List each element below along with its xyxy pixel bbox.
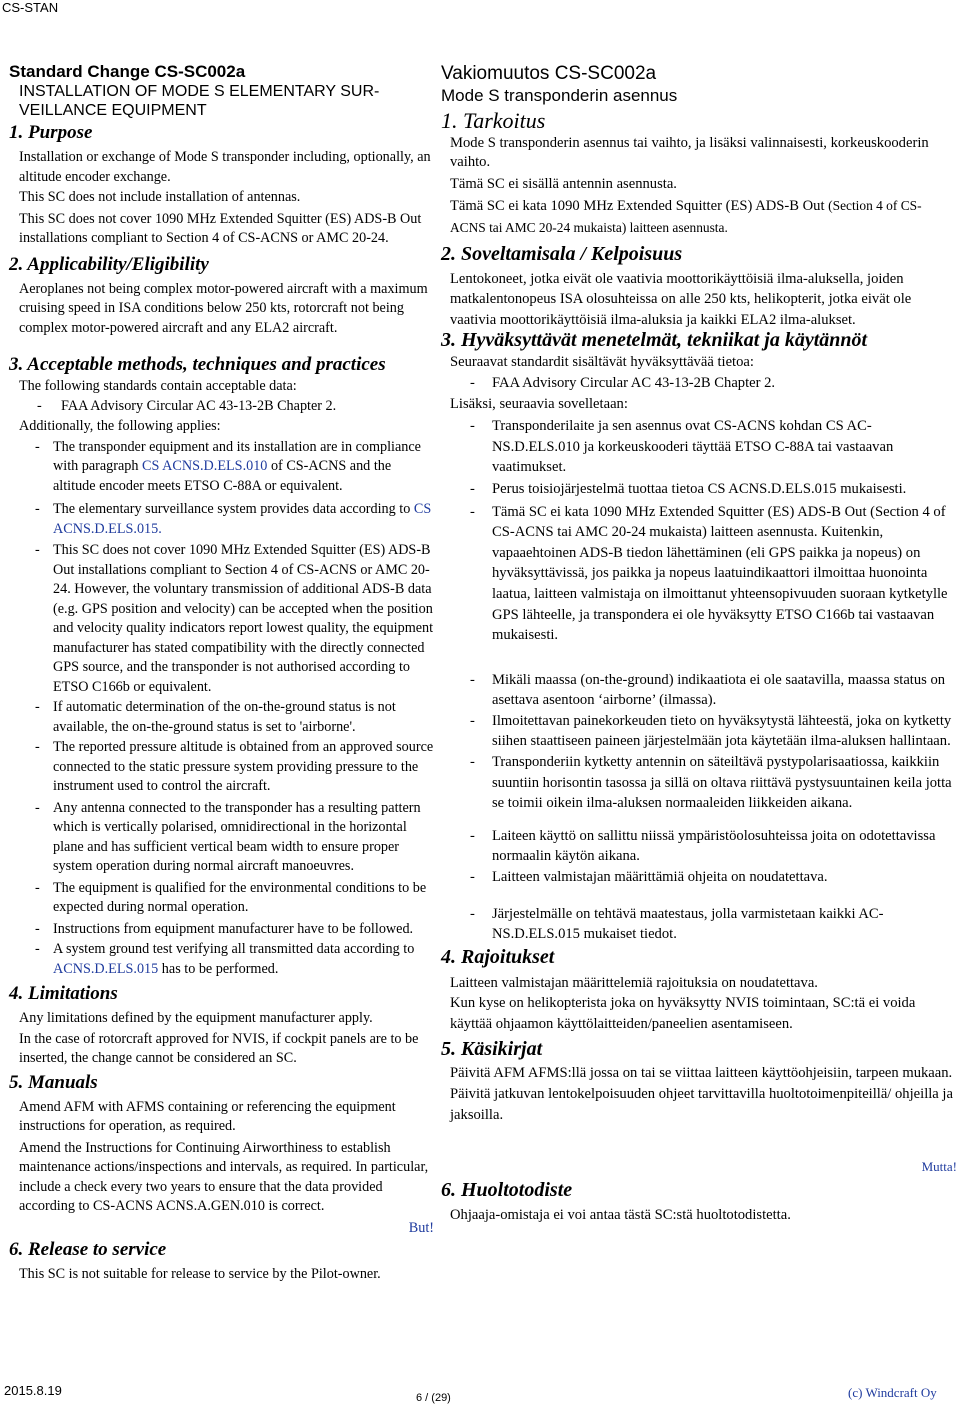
section-body-limitations	[9, 1009, 434, 1069]
list-item: - Transponderiin kytketty antennin on säteiltävä pystypolarisaatiossa, kaikkiin suuntiin horisontin tasossa ja sillä on oltava riittävä pystysuuntainen keila jotta se toimii oikein ilma-aluksen normaaleiden liikkeiden aikana.	[470, 754, 952, 812]
list-item: - The transponder equipment and its installation are in compliance with paragraph CS ACNS.D.ELS.010 of CS-ACNS and the altitude encoder meets ETSO C-88A or equivalent.	[35, 438, 421, 494]
page-subtitle: Mode S transponderin asennus	[441, 86, 678, 105]
footer-date: 2015.8.19	[4, 1383, 62, 1398]
page-title: Standard Change CS-SC002a	[9, 62, 246, 81]
paragraph: Any limitations defined by the equipment manufacturer apply.	[19, 1010, 373, 1026]
section-heading-limitations: 4. Limitations	[9, 983, 118, 1004]
finnish-column	[441, 62, 957, 1226]
note-mark: But!	[408, 1219, 434, 1236]
section-heading-release: 6. Release to service	[9, 1239, 167, 1260]
paragraph: Tämä SC ei sisällä antennin asennusta.	[450, 176, 677, 192]
section-body-limitations	[441, 973, 957, 1035]
section-body-manuals	[9, 1098, 434, 1239]
list-item: - A system ground test verifying all transmitted data according to ACNS.D.ELS.015 has to be performed.	[35, 941, 415, 977]
section-heading-methods: 3. Hyväksyttävät menetelmät, tekniikat ja käytännöt	[441, 329, 868, 352]
list-item: - FAA Advisory Circular AC 43-13-2B Chapter 2.	[37, 397, 337, 414]
section-body-methods	[9, 377, 434, 979]
list-item: - Ilmoitettavan painekorkeuden tieto on hyväksytystä lähteestä, joka on kytketty siihen staattiseen paineen järjestelmään jota käytetään ilma-aluksen hallintaan.	[470, 712, 952, 750]
paragraph: This SC does not include installation of antennas.	[19, 189, 301, 205]
footer-copyright: (c) Windcraft Oy	[848, 1385, 937, 1400]
english-column	[9, 62, 434, 1285]
paragraph: Laitteen valmistajan määrittelemiä rajoituksia on noudatettava.	[450, 974, 818, 991]
page-title: Vakiomuutos CS-SC002a	[441, 63, 657, 84]
page-subtitle: INSTALLATION OF MODE S ELEMENTARY SUR-VEILLANCE EQUIPMENT	[19, 83, 380, 119]
paragraph: Installation or exchange of Mode S transponder including, optionally, an altitude encoder exchange.	[19, 149, 431, 185]
section-body-purpose	[441, 134, 957, 239]
section-heading-purpose: 1. Purpose	[9, 122, 93, 143]
list-item: - Tämä SC ei kata 1090 MHz Extended Squitter (ES) ADS-B Out (Section 4 of CS-ACNS tai AMC 20-24 mukaista) laitteen asennusta. Kuitenkin, vapaaehtoinen ADS-B tiedon lähettäminen (eli GPS paikka ja nopeus) on hyväksyttävissä, jos paikka ja nopeus laatuindikaattori ilmoittaa huonointa laatua, laitteen valmistaja on ilmoittanut yhteensopivuuden suoraan kytketylle GPS lähteelle, ja transpondera ei ole hyväksytty ETSO C166b tai vastaavan mukaisesti.	[470, 503, 948, 644]
section-body-manuals	[441, 1063, 957, 1178]
paragraph: In the case of rotorcraft approved for NVIS, if cockpit panels are to be inserted, the change cannot be considered an SC.	[19, 1030, 419, 1066]
list-item: - Laiteen käyttö on sallittu niissä ympäristöolosuhteissa joita on odotettavissa normaalin käytön aikana.	[470, 827, 936, 865]
paragraph: Lentokoneet, jotka eivät ole vaativia moottorikäyttöisiä ilma-aluksella, joiden matkalentonopeus ISA olosuhteissa on alle 250 kts, helikopterit, jotka eivät ole vaativia moottorikäyttöisiä ilma-aluksia ja kaikki ELA2 ilma-alukset.	[450, 270, 912, 328]
section-heading-methods: 3. Acceptable methods, techniques and practices	[9, 354, 386, 375]
list-item: - The equipment is qualified for the environmental conditions to be expected during normal operation.	[35, 879, 427, 915]
list-item: - The reported pressure altitude is obtained from an approved source connected to the static pressure system providing pressure to the instrument used to control the aircraft.	[35, 739, 434, 794]
paragraph: Additionally, the following applies:	[19, 418, 221, 434]
list-item: - FAA Advisory Circular AC 43-13-2B Chapter 2.	[470, 374, 776, 391]
note-mark: Mutta!	[921, 1159, 957, 1175]
paragraph: Kun kyse on helikopterista joka on hyväksytty NVIS toimintaan, SC:tä ei voida käyttää ohjaamon käyttölaitteiden/paneelien asentamiseen.	[450, 995, 916, 1032]
list-item: - Any antenna connected to the transponder has a resulting pattern which is vertically polarised, omnidirectional in the horizontal plane and has sufficient vertical beam width to ensure proper system operation during normal aircraft manoeuvres.	[35, 799, 421, 874]
section-heading-limitations: 4. Rajoitukset	[441, 945, 555, 968]
paragraph: This SC is not suitable for release to service by the Pilot-owner.	[19, 1266, 381, 1282]
section-heading-manuals: 5. Manuals	[9, 1071, 98, 1093]
paragraph: Päivitä jatkuvan lentokelpoisuuden ohjeet tarvittavilla huoltotoimenpiteillä/ ohjeilla ja jaksoilla.	[450, 1086, 953, 1123]
reference-link[interactable]: ACNS.D.ELS.015	[53, 960, 159, 977]
paragraph: Amend the Instructions for Continuing Airworthiness to establish maintenance actions/inspections and intervals, as required. In particular, include a check every two years to ensure that the data provided according to CS-ACNS ACNS.A.GEN.010 is correct.	[19, 1139, 429, 1214]
footer-page-number: 6 / (29)	[416, 1392, 451, 1404]
section-heading-manuals: 5. Käsikirjat	[441, 1037, 543, 1060]
paragraph: The following standards contain acceptable data:	[19, 378, 297, 394]
list-item: - Laitteen valmistajan määrittämiä ohjeita on noudatettava.	[470, 869, 828, 886]
paragraph: Päivitä AFM AFMS:llä jossa on tai se viittaa laitteen käyttöohjeisiin, tarpeen mukaan.	[450, 1064, 953, 1081]
reference-link[interactable]: CS ACNS.D.ELS.015.	[53, 501, 432, 537]
section-heading-service: 6. Huoltotodiste	[441, 1178, 573, 1201]
section-body-methods	[441, 352, 957, 944]
paragraph: Ohjaaja-omistaja ei voi antaa tästä SC:stä huoltotodistetta.	[450, 1206, 791, 1223]
list-item: - Instructions from equipment manufacturer have to be followed.	[35, 920, 414, 937]
section-heading-purpose: 1. Tarkoitus	[441, 108, 546, 133]
paragraph: Lisäksi, seuraavia sovelletaan:	[450, 395, 628, 412]
document-code: CS-STAN	[2, 0, 59, 15]
list-item: - Transponderilaite ja sen asennus ovat CS-ACNS kohdan CS AC-NS.D.ELS.010 ja korkeuskooderi täyttää ETSO C-88A tai vastaavan vaatimukset.	[470, 418, 894, 476]
paragraph: Seuraavat standardit sisältävät hyväksyttävää tietoa:	[450, 354, 754, 371]
section-body-purpose	[9, 148, 434, 249]
list-item: - The elementary surveillance system provides data according to CS ACNS.D.ELS.015.	[35, 501, 432, 537]
section-heading-applicability: 2. Soveltamisala / Kelpoisuus	[441, 242, 683, 265]
reference-link[interactable]: CS ACNS.D.ELS.010	[142, 458, 268, 474]
section-heading-applicability: 2. Applicability/Eligibility	[9, 253, 209, 275]
list-item: - This SC does not cover 1090 MHz Extended Squitter (ES) ADS-B Out installations compliant to Section 4 of CS-ACNS or AMC 20-24. However, the voluntary transmission of additional ADS-B data (e.g. GPS position and velocity) can be accepted when the position and velocity quality indicators report lowest quality, the equipment manufacturer has stated compatibility with the directly connected GPS source, and the transponder is not authorised according to ETSO C166b or equivalent.	[35, 542, 434, 695]
paragraph: This SC does not cover 1090 MHz Extended Squitter (ES) ADS-B Out installations compliant to Section 4 of CS-ACNS or AMC 20-24.	[19, 210, 422, 246]
list-item: - Järjestelmälle on tehtävä maatestaus, jolla varmistetaan kaikki AC-NS.D.ELS.015 mukaiset tiedot.	[470, 905, 884, 943]
paragraph: Mode S transponderin asennus tai vaihto, ja lisäksi valinnaisesti, korkeuskooderin vaihto.	[450, 135, 929, 170]
paragraph: Tämä SC ei kata 1090 MHz Extended Squitter (ES) ADS-B Out (Section 4 of CS-ACNS tai AMC 20-24 mukaista) laitteen asennusta.	[450, 197, 922, 235]
list-item: - Mikäli maassa (on-the-ground) indikaatiota ei ole saatavilla, maassa status on asettava asentoon ‘airborne’ (ilmassa).	[470, 671, 946, 709]
list-item: - Perus toisiojärjestelmä tuottaa tietoa CS ACNS.D.ELS.015 mukaisesti.	[470, 480, 907, 497]
list-item: - If automatic determination of the on-the-ground status is not available, the on-the-ground status is set to 'airborne'.	[35, 699, 396, 735]
paragraph: Aeroplanes not being complex motor-powered aircraft with a maximum cruising speed in ISA conditions below 250 kts, rotorcraft not being complex motor-powered aircraft and any ELA2 aircraft.	[19, 280, 428, 336]
paragraph: Amend AFM with AFMS containing or referencing the equipment instructions for operation, as required.	[19, 1098, 396, 1134]
